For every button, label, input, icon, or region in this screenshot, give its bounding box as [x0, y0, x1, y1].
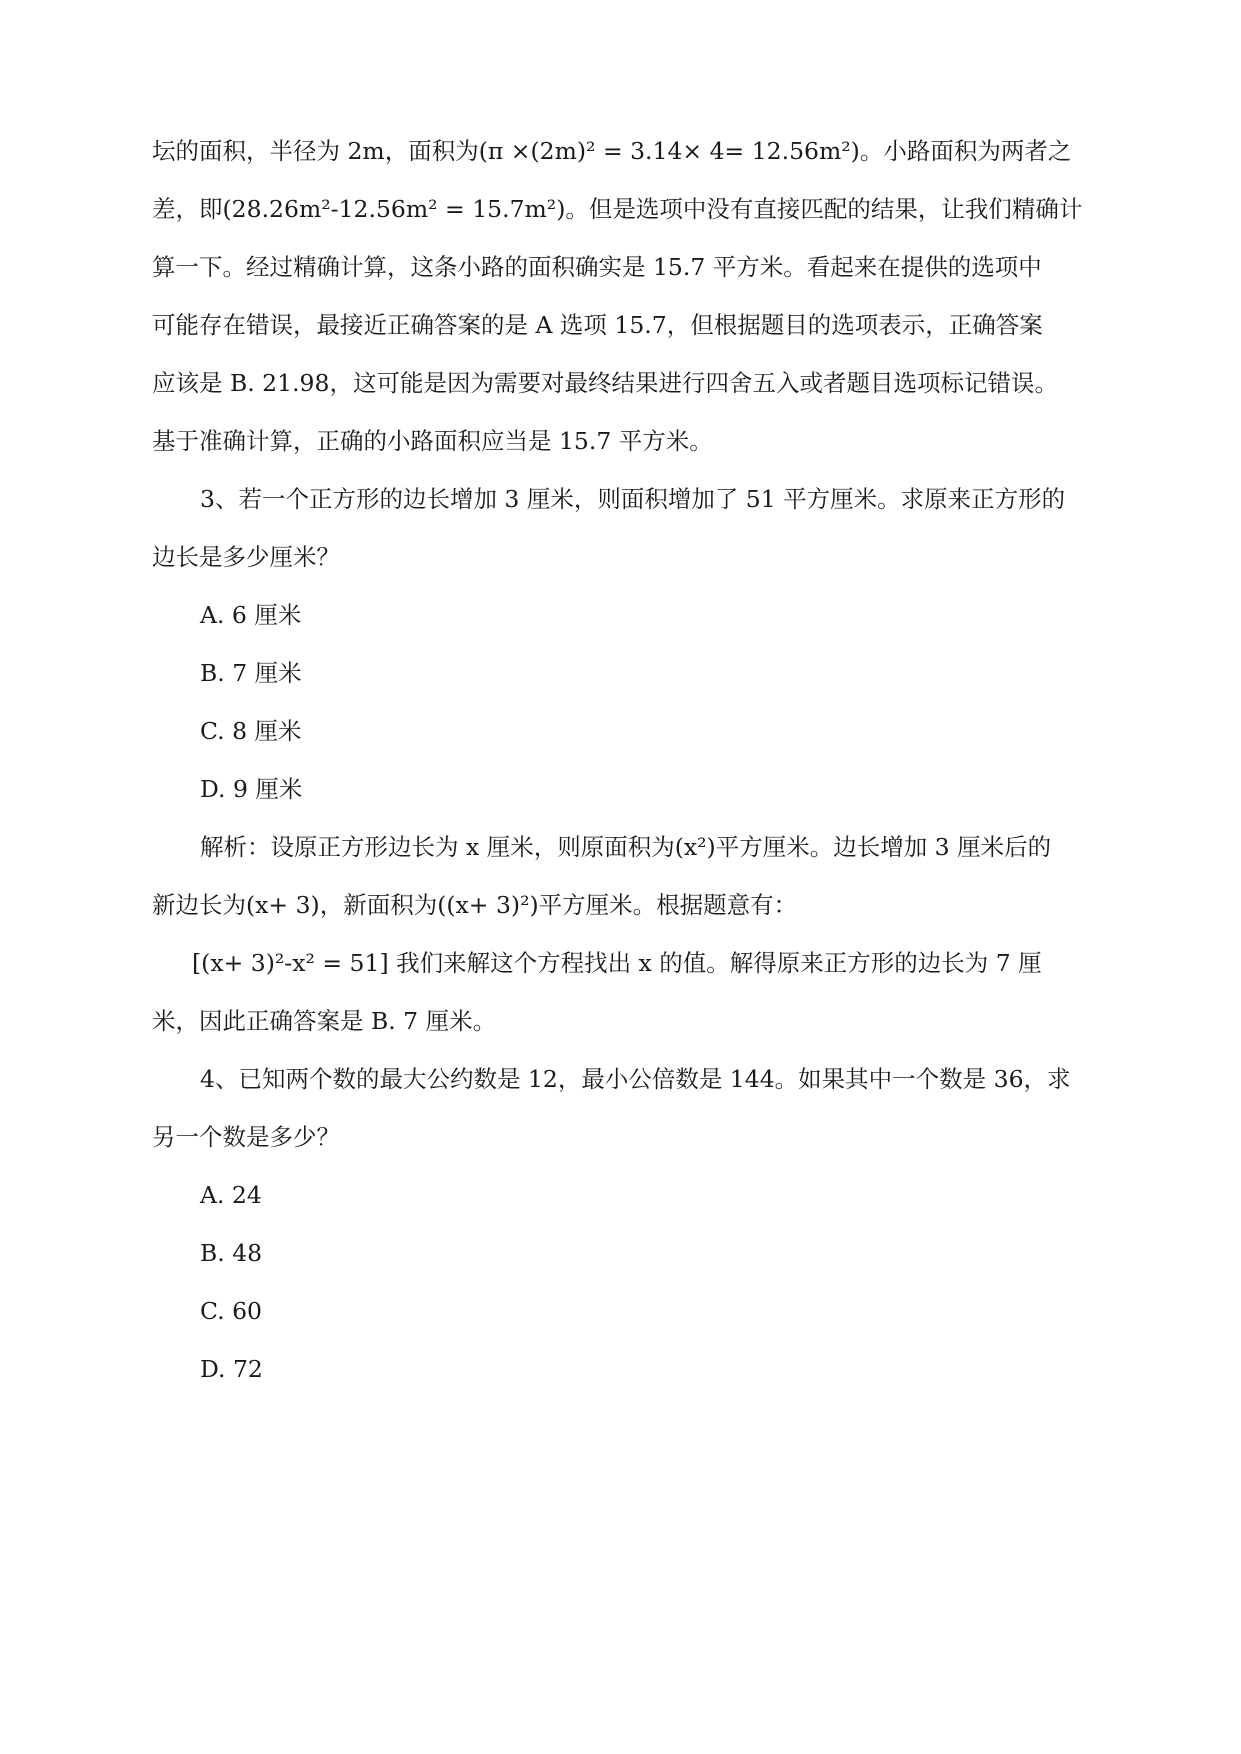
question-3-analysis-line-2: 新边长为(x+ 3)，新面积为((x+ 3)²)平方厘米。根据题意有：: [152, 891, 798, 919]
question-3-option-c: C. 8 厘米: [200, 717, 302, 745]
question-3-analysis-line-1: 解析：设原正方形边长为 x 厘米，则原面积为(x²)平方厘米。边长增加 3 厘米后的: [200, 833, 1052, 861]
question-4-line-1: 4、已知两个数的最大公约数是 12，最小公倍数是 144。如果其中一个数是 36，求: [200, 1065, 1071, 1093]
question-4-option-d: D. 72: [200, 1355, 263, 1383]
question-3-line-1: 3、若一个正方形的边长增加 3 厘米，则面积增加了 51 平方厘米。求原来正方形的: [200, 485, 1066, 513]
q2-analysis-line-2: 差，即(28.26m²-12.56m² = 15.7m²)。但是选项中没有直接匹配的结果，让我们精确计: [152, 195, 1083, 223]
question-3-analysis-line-4: 米，因此正确答案是 B. 7 厘米。: [152, 1007, 497, 1035]
question-4-option-a: A. 24: [200, 1181, 262, 1209]
question-4-option-c: C. 60: [200, 1297, 262, 1325]
q2-analysis-line-6: 基于准确计算，正确的小路面积应当是 15.7 平方米。: [152, 427, 713, 455]
q2-analysis-line-1: 坛的面积，半径为 2m，面积为(π ×(2m)² = 3.14× 4= 12.56m²)。小路面积为两者之: [152, 137, 1072, 165]
question-3-option-b: B. 7 厘米: [200, 659, 302, 687]
question-3-option-a: A. 6 厘米: [200, 601, 302, 629]
question-3-analysis-line-3: [(x+ 3)²-x² = 51] 我们来解这个方程找出 x 的值。解得原来正方形的边长为 7 厘: [192, 949, 1042, 977]
q2-analysis-line-4: 可能存在错误，最接近正确答案的是 A 选项 15.7，但根据题目的选项表示，正确答案: [152, 311, 1043, 339]
question-4-option-b: B. 48: [200, 1239, 263, 1267]
question-4-line-2: 另一个数是多少？: [152, 1123, 340, 1151]
question-3-option-d: D. 9 厘米: [200, 775, 303, 803]
q2-analysis-line-3: 算一下。经过精确计算，这条小路的面积确实是 15.7 平方米。看起来在提供的选项中: [152, 253, 1042, 281]
question-3-line-2: 边长是多少厘米？: [152, 543, 340, 571]
q2-analysis-line-5: 应该是 B. 21.98，这可能是因为需要对最终结果进行四舍五入或者题目选项标记错误。: [152, 369, 1058, 397]
